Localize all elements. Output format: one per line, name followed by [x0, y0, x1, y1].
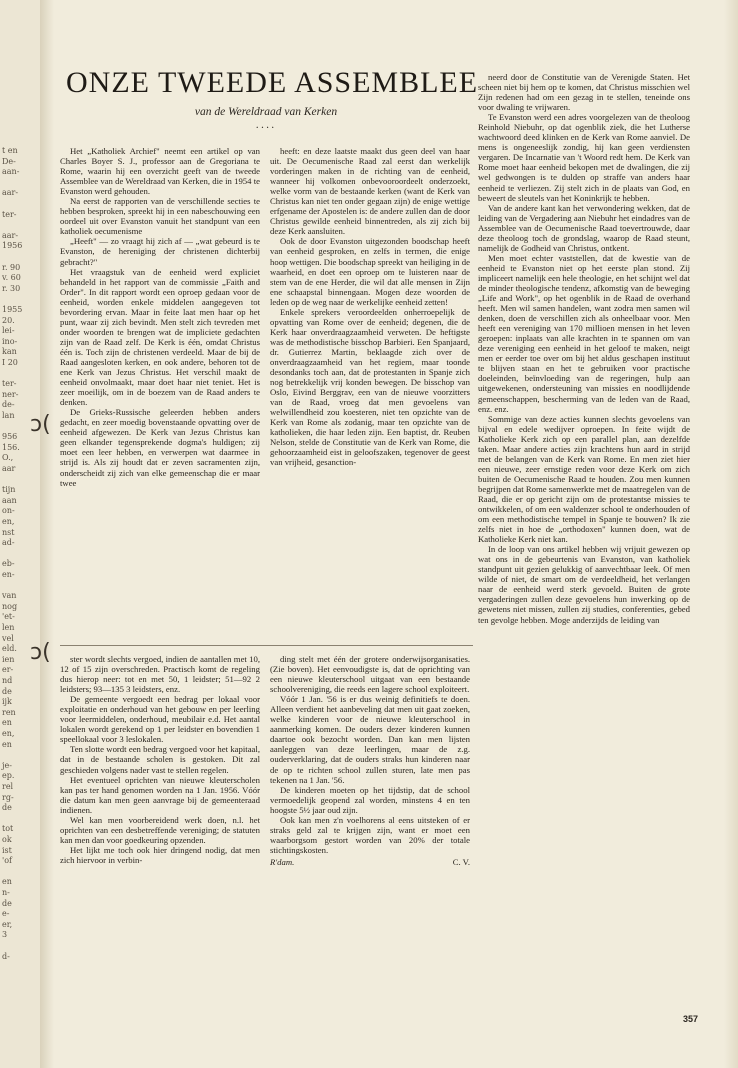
- margin-fragment: nst: [2, 527, 15, 537]
- margin-fragment: nd: [2, 676, 13, 685]
- margin-fragment: de: [2, 898, 12, 908]
- margin-fragment: en-: [2, 570, 15, 579]
- column-right: [478, 72, 690, 1008]
- section-divider: [60, 645, 473, 646]
- margin-fragment: eld.: [2, 644, 17, 654]
- margin-fragment: aan: [2, 495, 17, 505]
- paragraph: Het „Katholiek Archief" neemt een artikel op van Charles Boyer S. J., professor aan de Gregoriana te Rome, waarin hij een overzicht geeft van de tweede Assemblee van de Wereldraad van Kerken, die in 1954 te Evanston werd gehouden.: [60, 146, 260, 197]
- paragraph: Het lijkt me toch ook hier dringend nodig, dat men zich hiervoor in verbin-: [60, 844, 260, 865]
- margin-fragment: r. 30: [2, 283, 21, 293]
- column-bottom-left: [60, 654, 260, 1008]
- paragraph: Het eventueel oprichten van nieuwe kleuterscholen kan pas ter hand genomen worden na 1 Jan. 1956. Vóór die datum kan men geen aanvrage bij de gemeenteraad indienen.: [60, 774, 260, 815]
- column-top-middle: [270, 146, 470, 642]
- margin-fragment: en,: [2, 517, 15, 526]
- paragraph: Enkele sprekers veroordeelden onherroepelijk de opvatting van Rome over de eenheid; degenen, die de Kerk haar onverdraagzaamheid verweten. De heftigste was de methodistische bisschop Barbieri. Een Spanjaard, dr. Gutierrez Martin, beklaagde zich over de onverdraagzaamheid van het regiem, maar toonde desondanks toch aan, dat de protestanten in Spanje zich nog betrekkelijk vrij konden bewegen. De bisschop van Oslo, Eivind Berggrav, een van de nieuwe voorzitters van de Raad, vroeg dat men gevoelens van welwillendheid zou koesteren, niet ten opzichte van de Kerk van Rome als zodanig, maar ten opzichte van de katholieken, die haar leden zijn. Een baptist, dr. Reuben Nelson, stelde de Constitutie van de Kerk van Rome, die gehoorzaamheid eist in geloofszaken, tegenover de geest van vrijheid, gesanction-: [270, 306, 470, 468]
- paragraph: Men moet echter vaststellen, dat de kwestie van de eenheid te Evanston niet op het eerste plan stond. Zij impliceert namelijk een hele theologie, en het schijnt wel dat de minder theologische tendenz, afkomstig van de beweging „Life and Work", op het ogenblik in de Raad de overhand heeft. Men wil samen handelen, want zodra men samen wil denken, doen de verschillen zich als onheelbaar voor. Men heeft een vereniging van 170 millioen mensen in het leven geroepen: inplaats van alle krachten in te spannen om van deze vereniging een eenheid in het geloof te maken, neigt men er eerder toe over om bij het aldus geschapen instituut te blijven staan en het te gebruiken voor practische doeleinden, beïnvloeding van de regeringen, hulp aan uitgewekenen, ondersteuning van missies en noodlijdende gemeenschappen, bescherming van de leden van de Raad, enz. enz.: [478, 252, 690, 414]
- margin-fragment: 3: [2, 930, 8, 940]
- margin-fragment: 'of: [2, 856, 12, 866]
- margin-fragment: ien: [2, 654, 15, 664]
- title-ornament: ....: [255, 120, 277, 131]
- margin-fragment: aar-: [2, 188, 19, 198]
- paragraph: heeft: en deze laatste maakt dus geen deel van haar uit. De Oecumenische Raad zal eerst dan werkelijk vorderingen maken in de richting van de eenheid, wanneer hij volkomen onbevooroordeelt onderzoekt, welke vorm van de bestaande kerken (want de Kerk van Christus kan niet ten onder gegaan zijn) de enige wettige erfgename der Apostelen is: de andere zullen dan de door Christus gewilde eenheid binnentreden, als zij zich bij deze Kerk aansluiten.: [270, 146, 470, 237]
- margin-fragment: tot: [2, 824, 14, 834]
- margin-fragment: ok: [2, 835, 12, 844]
- paragraph: Wel kan men voorbereidend werk doen, n.l. het oprichten van een desbetreffende vereniging; de statuten kan men dan voor goedkeuring opzenden.: [60, 814, 260, 845]
- signature-initials: C. V.: [452, 856, 470, 867]
- margin-fragment: ter-: [2, 379, 17, 389]
- margin-fragment: O.,: [2, 453, 14, 463]
- paragraph: Ook kan men z'n voelhorens al eens uitsteken of er straks geld zal te krijgen zijn, want er moet een waarborgsom gestort worden van 20% der totale stichtingskosten.: [270, 814, 470, 855]
- paragraph: De gemeente vergoedt een bedrag per lokaal voor exploitatie en onderhoud van het gebouw en per leerling voor leermiddelen, onderhoud, meubilair e.d. Het aantal lokalen wordt gerekend op 1 per leidster en bovendien 1 speellokaal voor 3 leslokalen.: [60, 694, 260, 745]
- margin-fragment: ino-: [2, 336, 18, 346]
- paragraph: neerd door de Constitutie van de Verenigde Staten. Het scheen niet bij hem op te komen, dat Christus misschien wel Zijn redenen had om een gezag in te stellen, teneinde ons voor dwaling te vrijwaren.: [478, 72, 690, 113]
- column-top-left: [60, 146, 260, 642]
- margin-fragment: en: [2, 877, 12, 887]
- margin-fragment: de-: [2, 400, 15, 410]
- margin-fragment: De-: [2, 156, 16, 166]
- paragraph: ster wordt slechts vergoed, indien de aantallen met 10, 12 of 15 zijn overschreden. Practisch komt de regeling dus hierop neer: tot en met 50, 1 leidster; 51—92 2 leidsters; 93—135 3 leidsters, enz.: [60, 654, 260, 695]
- margin-fragment: de: [2, 803, 12, 813]
- margin-fragment: e-: [2, 909, 10, 919]
- margin-fragment: ter-: [2, 209, 17, 219]
- margin-fragment: aan-: [2, 167, 20, 177]
- margin-fragment: je-: [2, 760, 12, 770]
- paragraph: „Heeft" — zo vraagt hij zich af — „wat gebeurd is te Evanston, de hereniging der christenen dichterbij gebracht?": [60, 236, 260, 267]
- column-bottom-middle: [270, 654, 470, 1008]
- binder-hole-mark: ɔ(: [30, 640, 51, 665]
- paragraph: Sommige van deze acties kunnen slechts gevoelens van bijval en edele wedijver oproepen. In feite wijdt de Katholieke Kerk zich op een parallel plan, aan dezelfde taken. Maar andere acties zijn krachtens hun aard in strijd met de belangen van de Kerk van Rome. En men ziet hier een nieuwe, zeer ernstige reden voor deze Kerk om zich buiten de Oecumenische Raad te houden. Zou men kunnen begrijpen dat Rome samenwerkte met de maatregelen van de Raad, die er op gericht zijn om de protestantse missies te ontwikkelen, of om een waldenzer school te onderhouden of om een methodistische tempel in Spanje te bouwen? Ik zie zelfs niet in hoe de „orthodoxen" kunnen doen, wat de Katholieke Kerk niet kan.: [478, 413, 690, 545]
- page-edge: [724, 0, 738, 1068]
- paragraph: Vóór 1 Jan. '56 is er dus weinig definitiefs te doen. Alleen verdient het aanbeveling dat men uit gaat zoeken, welke kinderen voor de nieuwe kleuterschool in aanmerking komen. De ouders dezer kinderen kunnen daartoe ook bezocht worden. Dan kan men lijsten aanleggen van deze leerlingen, maar de z.g. ouderverklaring, dat de ouders straks hun kinderen naar de op te richten school zullen sturen, late men pas tekenen na 1 Jan. '56.: [270, 694, 470, 785]
- margin-fragment: lan: [2, 411, 15, 420]
- margin-fragment: er,: [2, 919, 13, 929]
- paragraph: Van de andere kant kan het verwondering wekken, dat de leiding van de Vergadering aan Niebuhr het eindadres van de Assemblee van de Oecumenische Raad toevertrouwde, daar deze theoloog toch de grondslag, waarop de Raad steunt, namelijk de Godheid van Christus, ontkent.: [478, 202, 690, 253]
- paragraph: De Grieks-Russische geleerden hebben anders gedacht, en zeer moedig bovenstaande opvatting over de eenheid afgewezen. De Kerk van Jezus Christus kan geen elkander tegensprekende dogma's huldigen; zij moet een leer hebben, en verwerpen wat daarmee in strijd is. Als zij houdt dat er zeven sacramenten zijn, onderscheidt zij zich van elke gemeenschap die er maar twee: [60, 407, 260, 488]
- margin-fragment: eb-: [2, 559, 15, 569]
- margin-fragment: ad-: [2, 538, 15, 548]
- margin-fragment: tijn: [2, 485, 16, 495]
- margin-fragment: ner-: [2, 389, 19, 399]
- margin-fragment: v. 60: [2, 273, 21, 283]
- paragraph: Ook de door Evanston uitgezonden boodschap heeft van eenheid gesproken, en zelfs in termen, die enige hoop wettigen. Die boodschap spreekt van heiliging in de waarheid, en doet een oproep om te luisteren naar de stem van de ene Herder, die wil dat alle mensen in Zijn ene schaapstal binnengaan. Mogen deze woorden de leden op de weg naar de werkelijke eenheid zetten!: [270, 236, 470, 307]
- signature-city: R'dam.: [270, 856, 295, 867]
- margin-fragment: de: [2, 686, 12, 696]
- margin-fragment: 956: [2, 432, 18, 442]
- margin-fragment: I 20: [2, 358, 18, 367]
- paragraph: De kinderen moeten op het tijdstip, dat de school vermoedelijk geopend zal worden, minstens 4 en ten hoogste 5½ jaar oud zijn.: [270, 784, 470, 815]
- margin-fragment: ren: [2, 707, 16, 717]
- margin-fragment: vel: [2, 633, 14, 643]
- article-signature: [270, 857, 470, 867]
- margin-fragment: ep.: [2, 771, 15, 781]
- margin-fragment: len: [2, 623, 15, 632]
- margin-fragment: er-: [2, 665, 14, 675]
- margin-fragment: nog: [2, 601, 18, 611]
- margin-fragment: ist: [2, 845, 12, 855]
- paragraph: Ten slotte wordt een bedrag vergoed voor het kapitaal, dat in de bestaande scholen is gestoken. Dit zal geschieden volgens nader vast te stellen regelen.: [60, 744, 260, 775]
- binder-hole-mark: ɔ(: [30, 412, 51, 437]
- margin-fragment: rg-: [2, 792, 14, 802]
- binding-shadow: [40, 0, 54, 1068]
- margin-fragment: 20.: [2, 315, 15, 325]
- margin-fragment: d-: [2, 951, 10, 961]
- margin-fragment: r. 90: [2, 262, 21, 272]
- margin-fragment: kan: [2, 347, 17, 357]
- margin-fragment: rel: [2, 782, 14, 791]
- paragraph: ding stelt met één der grotere onderwijsorganisaties. (Zie boven). Het eenvoudigste is, dat de oprichting van een nieuwe kleuterschool uitgaat van een bestaande schoolvereniging, die reeds een lagere school exploiteert.: [270, 654, 470, 695]
- margin-fragment: aar: [2, 464, 16, 473]
- margin-fragment: ijk: [2, 697, 12, 707]
- margin-fragment: on-: [2, 506, 15, 516]
- margin-fragment: n-: [2, 888, 10, 897]
- margin-fragment: en: [2, 718, 12, 728]
- margin-fragment: 'et-: [2, 612, 15, 622]
- margin-fragment: 1955: [2, 305, 23, 314]
- margin-fragment: en: [2, 739, 12, 749]
- paragraph: Het vraagstuk van de eenheid werd expliciet behandeld in het rapport van de commissie „Faith and Order". In dit rapport wordt een oproep gedaan voor de eenheid, worden enkele middelen aangegeven tot bevordering ervan. Maar in feite laat men haar op het punt, waar zij zich bevindt. Men stelt zich tevreden met onder woorden te brengen wat de impliciete gedachten zijn van de Raad zelf. De Kerk is één, omdat Christus één is. Toch zijn de christenen verdeeld. Maar de bij de Raad aangesloten kerken, en ook andere, behoren tot de ene Kerk van Jezus Christus. Het verschil maakt de eenheid onvolmaakt, maar doet haar niet teniet. Het is zeer moeilijk, om in de boezem van de Raad anders te denken.: [60, 266, 260, 408]
- margin-fragment: 156.: [2, 442, 20, 452]
- margin-fragment: 1956: [2, 241, 23, 251]
- margin-fragment: lei-: [2, 326, 15, 336]
- margin-fragment: en,: [2, 729, 15, 738]
- paragraph: In de loop van ons artikel hebben wij vrijuit gewezen op wat ons in de gebeurtenis van Evanston, van katholiek standpunt uit gezien gelukkig of aanvechtbaar leek. Of men wilde of niet, de smart om de verdeeldheid, het verlangen naar de eenheid werd sterk gevoeld. Buiten de grote vergaderingen zullen deze gevoelens hun inwerking op de gewetens niet missen, zullen zij studies, conferenties, gebed ten gevolge hebben. Moge anderzijds de leiding van: [478, 544, 690, 625]
- margin-fragment: t en: [2, 146, 18, 155]
- margin-fragment: aar-: [2, 230, 19, 240]
- page-number: 357: [683, 1014, 699, 1024]
- article-title: ONZE TWEEDE ASSEMBLEE: [66, 66, 479, 99]
- article-subtitle: van de Wereldraad van Kerken: [194, 106, 338, 118]
- paragraph: Na eerst de rapporten van de verschillende secties te hebben besproken, spreekt hij in een nabeschouwing een oordeel uit over Evanston vanuit het standpunt van een katholiek oecumenisme: [60, 196, 260, 237]
- paragraph: Te Evanston werd een adres voorgelezen van de theoloog Reinhold Niebuhr, op dat ogenblik ziek, die het Lutherse wachtwoord deed klinken en de Kerk van Rome aanviel. De mens is ongeneeslijk zondig, hij kan geen verdiensten vergaren. De Incarnatie van 't Woord redt hem. De Kerk van Rome moet haar eenheid bekopen met de dwalingen, die zij wel gedwongen is te dulden op straffe van anders haar eenheid te verliezen. Zij stelt zich in de plaats van God, en beweert de sleutels van het Koninkrijk te hebben.: [478, 112, 690, 203]
- margin-fragment: van: [2, 591, 17, 601]
